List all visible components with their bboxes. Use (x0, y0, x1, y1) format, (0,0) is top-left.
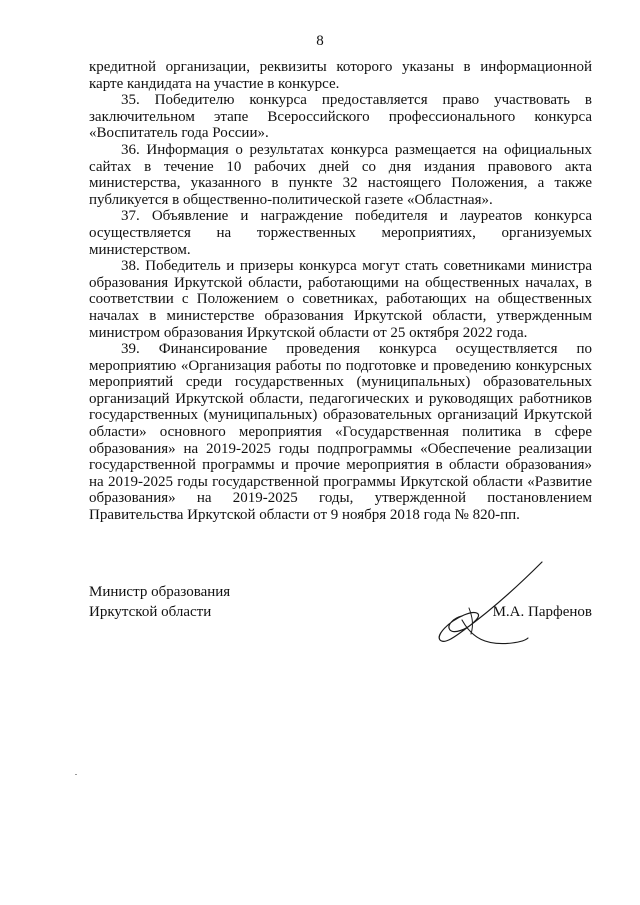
signatory-title-line-2: Иркутской области (89, 604, 212, 620)
signatory-name: М.А. Парфенов (492, 604, 592, 620)
paragraph-36: 36. Информация о результатах конкурса размещается на официальных сайтах в течение 10 рабочих дней со дня издания правового акта министерства, указанного в пункте 32 настоящего Положения, а также публикуется в общественно-политической газете «Областная». (89, 141, 592, 208)
document-body (89, 59, 592, 524)
signature-block (89, 582, 592, 642)
signatory-title-line-1: Министр образования (89, 584, 231, 600)
paragraph-35: 35. Победителю конкурса предоставляется право участвовать в заключительном этапе Всероссийского профессионального конкурса «Воспитатель года России». (89, 92, 592, 142)
paragraph-38: 38. Победитель и призеры конкурса могут стать советниками министра образования Иркутской области, работающими на общественных началах, в соответствии с Положением о советниках, работающих на общественных началах в министерстве образования Иркутской области, утвержденным министром образования Иркутской области от 25 октября 2022 года. (89, 258, 592, 341)
paragraph-continuation: кредитной организации, реквизиты которого указаны в информационной карте кандидата на участие в конкурсе. (89, 59, 592, 92)
paragraph-39: 39. Финансирование проведения конкурса осуществляется по мероприятию «Организация работы по подготовке и проведению конкурсных мероприятий среди государственных (муниципальных) образовательных организаций Иркутской области, педагогических и руководящих работников государственных (муниципальных) образовательных организаций Иркутской области» основного мероприятия «Государственная политика в сфере образования» на 2019-2025 годы подпрограммы «Обеспечение реализации государственной программы и прочие мероприятия в области образования» на 2019-2025 годы государственной программы Иркутской области «Развитие образования» на 2019-2025 годы, утвержденной постановлением Правительства Иркутской области от 9 ноября 2018 года № 820-пп. (89, 341, 592, 524)
paragraph-37: 37. Объявление и награждение победителя и лауреатов конкурса осуществляется на торжественных мероприятиях, организуемых министерством. (89, 208, 592, 258)
signatory-title (89, 582, 230, 622)
page-number: 8 (316, 33, 324, 49)
scan-speck (75, 774, 77, 775)
